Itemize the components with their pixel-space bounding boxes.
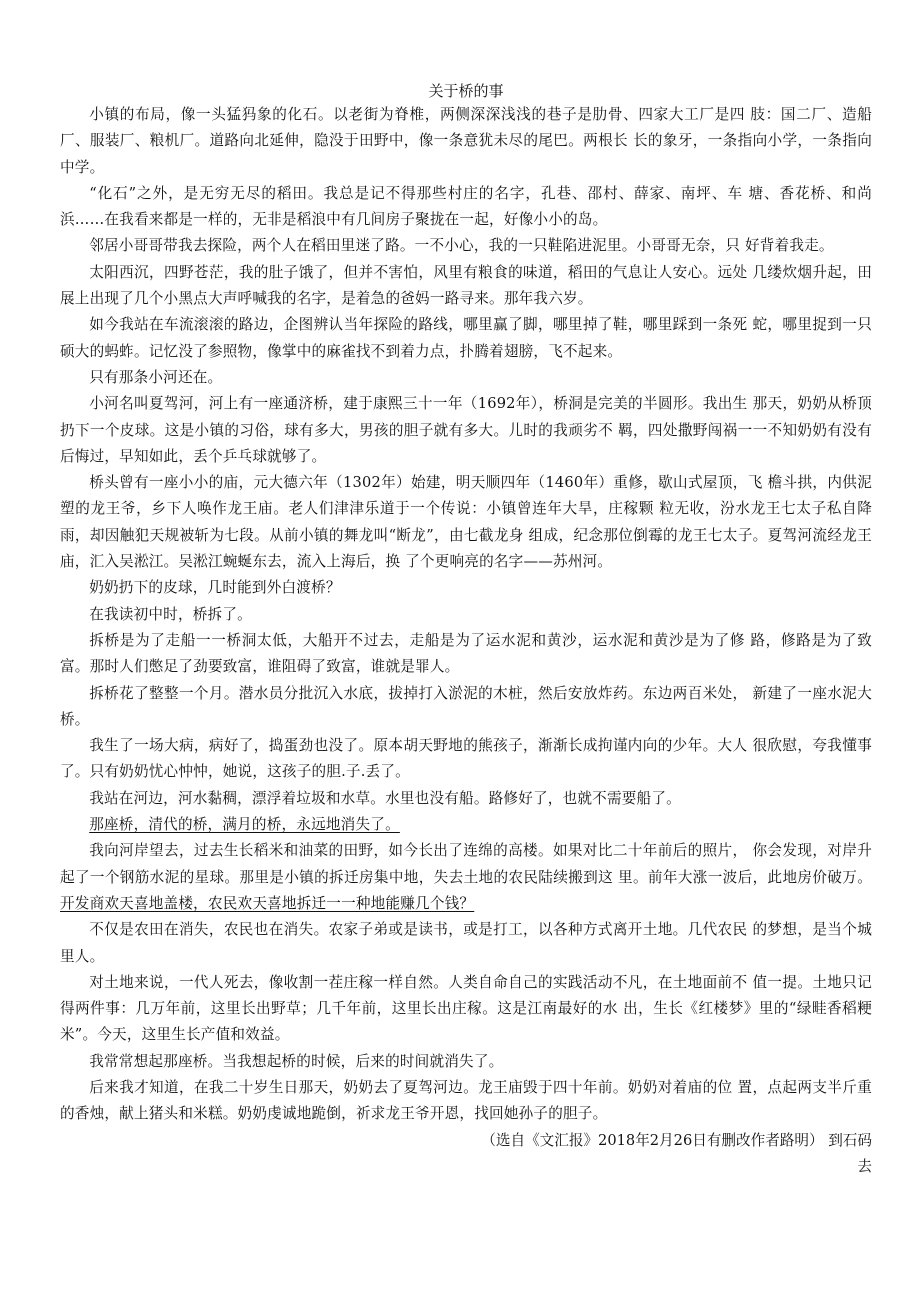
paragraph: 如今我站在车流滚滚的路边，企图辨认当年探险的路线，哪里赢了脚，哪里掉了鞋，哪里踩到一条死 蛇，哪里捉到一只硕大的蚂蚱。记忆没了参照物，像掌中的麻雀找不到着力点，扑腾着翅膀，飞不起来。	[60, 316, 872, 360]
paragraph: 太阳西沉，四野苍茫，我的肚子饿了，但并不害怕，风里有粮食的味道，稻田的气息让人安心。远处 几缕炊烟升起，田展上出现了几个小黑点大声呼喊我的名字，是着急的爸妈一路寻来。那年我六岁。	[60, 263, 872, 308]
underlined-paragraph	[60, 812, 872, 838]
source-citation: （选自《文汇报》2018年2月26日有删改作者路明） 到石码	[481, 1131, 872, 1149]
paragraph: “化石”之外，是无穷无尽的稻田。我总是记不得那些村庄的名字，孔巷、邵村、薛家、南坪、车 塘、香花桥、和尚浜……在我看来都是一样的，无非是稻浪中有几间房子聚拢在一起，好像小小的岛。	[60, 184, 872, 229]
paragraph: 在我读初中时，桥拆了。	[89, 605, 252, 623]
trailing-text: 去	[857, 1157, 872, 1175]
document-page	[60, 80, 872, 1180]
paragraph: 我生了一场大病，病好了，捣蛋劲也没了。原本胡天野地的熊孩子，渐渐长成拘谨内向的少年。大人 很欣慰，夸我懂事了。只有奶奶忧心忡忡，她说，这孩子的胆.子.丢了。	[60, 737, 872, 781]
paragraph: 小河名叫夏驾河，河上有一座通济桥，建于康熙三十一年（1692年），桥洞是完美的半圆形。我出生 那天，奶奶从桥顶扔下一个皮球。这是小镇的习俗，球有多大，男孩的胆子就有多大。儿时的我顽劣不 羁，四处撒野闯祸一一不知奶奶有没有后悔过，早知如此，丢个乒乓球就够了。	[60, 395, 872, 465]
paragraph: 邻居小哥哥带我去探险，两个人在稻田里迷了路。一不小心，我的一只鞋陷进泥里。小哥哥无奈，只 好背着我走。	[89, 237, 834, 255]
document-title: 关于桥的事	[428, 82, 504, 100]
paragraph: 后来我才知道，在我二十岁生日那天，奶奶去了夏驾河边。龙王庙毁于四十年前。奶奶对着庙的位 置，点起两支半斤重的香烛，献上猪头和米糕。奶奶虔诚地跪倒，祈求龙王爷开恩，找回她孙子的胆子。	[60, 1078, 872, 1123]
paragraph: 拆桥花了整整一个月。潜水员分批沉入水底，拔掉打入淤泥的木桩，然后安放炸药。东边两百米处， 新建了一座水泥大桥。	[60, 684, 872, 728]
paragraph: 拆桥是为了走船一一桥洞太低，大船开不过去，走船是为了运水泥和黄沙，运水泥和黄沙是为了修 路，修路是为了致富。那时人们憋足了劲要致富，谁阻碍了致富，谁就是罪人。	[60, 631, 872, 676]
paragraph: 对土地来说，一代人死去，像收割一茬庄稼一样自然。人类自命自己的实践活动不凡，在土地面前不 值一提。土地只记得两件事：几万年前，这里长出野草；几千年前，这里长出庄稼。这是江南最好的水 出，生长《红楼梦》里的“绿畦香稻粳米”。今天，这里生长产值和效益。	[60, 973, 872, 1044]
paragraph-with-underline	[60, 838, 872, 917]
paragraph: 不仅是农田在消失，农民也在消失。农家子弟或是读书，或是打工，以各种方式离开土地。几代农民 的梦想，是当个城里人。	[60, 921, 872, 965]
paragraph: 只有那条小河还在。	[89, 368, 223, 386]
paragraph: 桥头曾有一座小小的庙，元大德六年（1302年）始建，明天顺四年（1460年）重修，歇山式屋顶，飞 檐斗拱，内供泥塑的龙王爷，乡下人唤作龙王庙。老人们津津乐道于一个传说：小镇曾连年大旱，庄稼颗 粒无收，汾水龙王七太子私自降雨，却因触犯天规被斩为七段。从前小镇的舞龙叫“断龙”，由七截龙身 组成，纪念那位倒霉的龙王七太子。夏驾河流经龙王庙，汇入吴淞江。吴淞江蜿蜒东去，流入上海后，换 了个更响亮的名字——苏州河。	[60, 474, 872, 571]
underlined-sentence: 开发商欢天喜地盖楼，农民欢天喜地拆迁一一种地能赚几个钱？	[60, 894, 475, 912]
paragraph: 奶奶扔下的皮球，几时能到外白渡桥？	[89, 579, 341, 597]
paragraph-text: 我向河岸望去，过去生长稻米和油菜的田野，如今长出了连绵的高楼。如果对比二十年前后的照片， 你会发现，对岸升起了一个钢筋水泥的星球。那里是小镇的拆迁房集中地，失去土地的农民陆续搬到这 里。前年大涨一波后，此地房价破万。	[60, 842, 872, 886]
underlined-sentence: 那座桥，清代的桥，满月的桥，永远地消失了。	[89, 816, 400, 834]
paragraph: 我站在河边，河水黏稠，漂浮着垃圾和水草。水里也没有船。路修好了，也就不需要船了。	[89, 789, 681, 807]
paragraph: 我常常想起那座桥。当我想起桥的时候，后来的时间就消失了。	[89, 1052, 504, 1070]
paragraph: 小镇的布局，像一头猛犸象的化石。以老街为脊椎，两侧深深浅浅的巷子是肋骨、四家大工厂是四 肢：国二厂、造船厂、服装厂、粮机厂。道路向北延伸，隐没于田野中，像一条意犹未尽的尾巴。两根长 长的象牙，一条指向小学，一条指向中学。	[60, 106, 872, 176]
